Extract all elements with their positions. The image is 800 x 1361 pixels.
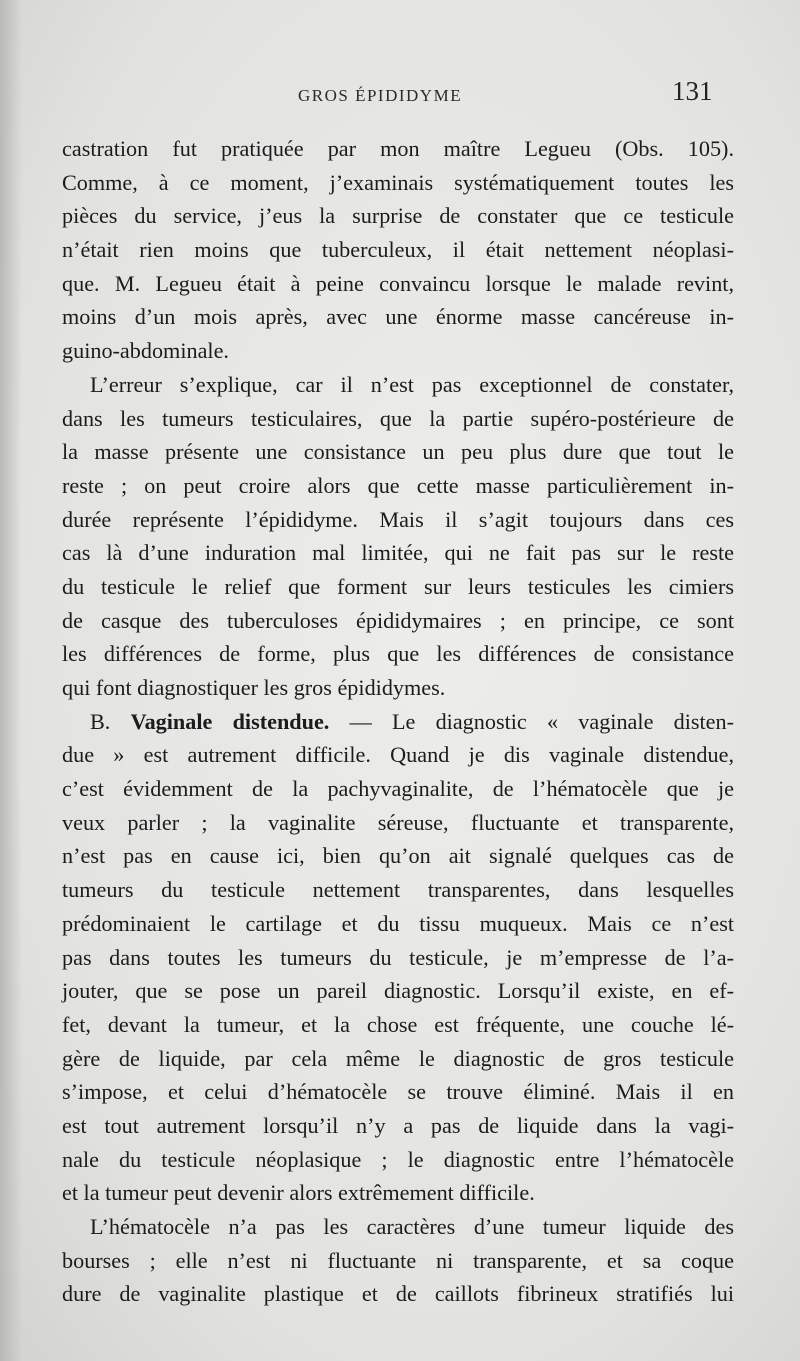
- text-line: veux parler ; la vaginalite séreuse, fluctuante et transparente,: [62, 809, 734, 835]
- text-line: est tout autrement lorsqu’il n’y a pas de liquide dans la vagi-: [62, 1112, 734, 1138]
- page-gutter-shadow: [0, 0, 22, 1361]
- text-line: qui font diagnostiquer les gros épididymes.: [62, 675, 446, 700]
- text-line: prédominaient le cartilage et du tissu muqueux. Mais ce n’est: [62, 910, 734, 936]
- text-line: tumeurs du testicule nettement transparentes, dans lesquelles: [62, 877, 734, 903]
- text-line: cas là d’une induration mal limitée, qui ne fait pas sur le reste: [62, 540, 734, 566]
- text-line: n’était rien moins que tuberculeux, il était nettement néoplasi-: [62, 237, 734, 263]
- text-line: Comme, à ce moment, j’examinais systématiquement toutes les: [62, 169, 734, 195]
- section-b-label: B.: [90, 708, 111, 734]
- text-line: s’impose, et celui d’hématocèle se trouve éliminé. Mais il en: [62, 1079, 734, 1105]
- text-line: reste ; on peut croire alors que cette masse particulièrement in-: [62, 472, 734, 498]
- section-b-lead: — Le diagnostic « vaginale disten-: [329, 708, 735, 734]
- text-line: dans les tumeurs testiculaires, que la partie supéro-postérieure de: [62, 405, 734, 431]
- text-line: les différences de forme, plus que les différences de consistance: [62, 641, 734, 667]
- text-line: que. M. Legueu était à peine convaincu lorsque le malade revint,: [62, 270, 734, 296]
- paragraph-first-line: L’erreur s’explique, car il n’est pas exceptionnel de constater,: [90, 371, 734, 397]
- text-line: pas dans toutes les tumeurs du testicule, je m’empresse de l’a-: [62, 944, 734, 970]
- text-line: la masse présente une consistance un peu plus dure que tout le: [62, 439, 734, 465]
- text-line: de casque des tuberculoses épididymaires ; en principe, ce sont: [62, 607, 734, 633]
- text-line: due » est autrement difficile. Quand je dis vaginale distendue,: [62, 742, 734, 768]
- paragraph-first-line: L’hématocèle n’a pas les caractères d’une tumeur liquide des: [90, 1214, 734, 1239]
- text-line: n’est pas en cause ici, bien qu’on ait signalé quelques cas de: [62, 843, 734, 869]
- page-number: 131: [672, 76, 713, 106]
- text-line: fet, devant la tumeur, et la chose est fréquente, une couche lé-: [62, 1011, 734, 1037]
- running-head: GROS ÉPIDIDYME: [298, 86, 463, 105]
- text-line: bourses ; elle n’est ni fluctuante ni transparente, et sa coque: [62, 1247, 734, 1273]
- text-line: nale du testicule néoplasique ; le diagnostic entre l’hématocèle: [62, 1146, 734, 1172]
- text-line: dure de vaginalite plastique et de caillots fibrineux stratifiés lui: [62, 1281, 734, 1307]
- text-line: guino-abdominale.: [62, 338, 229, 364]
- text-line: et la tumeur peut devenir alors extrêmement difficile.: [62, 1180, 535, 1206]
- body-text: [62, 132, 734, 1311]
- text-line: pièces du service, j’eus la surprise de constater que ce testicule: [62, 203, 734, 229]
- text-line: du testicule le relief que forment sur leurs testicules les cimiers: [62, 573, 734, 599]
- section-b-first-line: [62, 705, 734, 739]
- text-line: moins d’un mois après, avec une énorme masse cancéreuse in-: [62, 304, 734, 330]
- text-line: c’est évidemment de la pachyvaginalite, de l’hématocèle que je: [62, 776, 734, 802]
- text-line: castration fut pratiquée par mon maître Legueu (Obs. 105).: [62, 136, 734, 161]
- section-b-title: Vaginale distendue.: [130, 708, 330, 734]
- text-line: jouter, que se pose un pareil diagnostic. Lorsqu’il existe, en ef-: [62, 978, 734, 1004]
- text-line: gère de liquide, par cela même le diagnostic de gros testicule: [62, 1045, 734, 1071]
- text-line: durée représente l’épididyme. Mais il s’agit toujours dans ces: [62, 506, 734, 532]
